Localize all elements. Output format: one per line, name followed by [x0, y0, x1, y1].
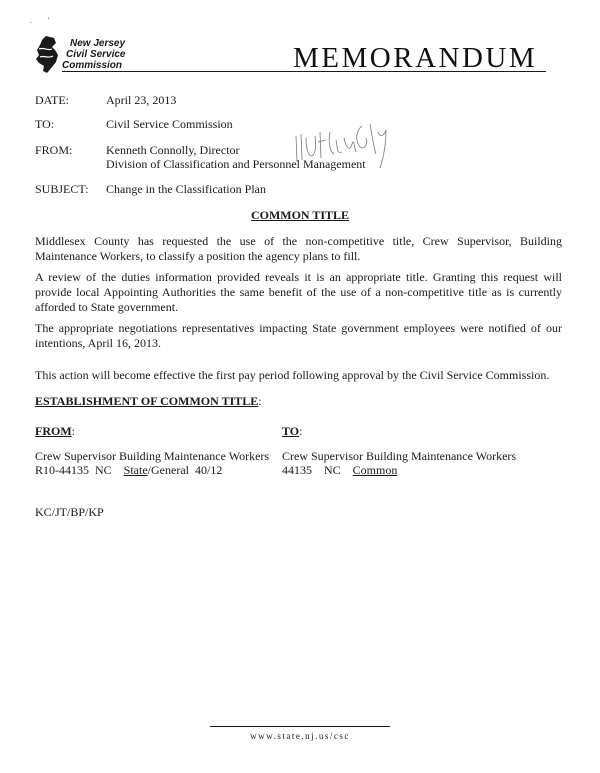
to-class: NC	[324, 463, 341, 477]
date-value: April 23, 2013	[106, 93, 177, 107]
from-class: NC	[95, 463, 112, 477]
to-code-line	[282, 463, 397, 478]
from-name: Kenneth Connolly, Director	[106, 143, 240, 157]
paragraph-review: A review of the duties information provided reveals it is an appropriate title. Granting this request will provide local Appointing Authorities the same benefit of the use of a non-competitive title as is currently afforded to State government.	[35, 270, 562, 314]
to-label: TO:	[35, 117, 55, 131]
footer-url: www.state.nj.us/csc	[250, 731, 350, 741]
section-title: COMMON TITLE	[250, 208, 350, 222]
from-jurisdiction: State	[123, 463, 148, 477]
nj-state-logo-icon	[34, 35, 60, 75]
from-heading-colon: :	[71, 424, 75, 438]
establishment-heading-colon: :	[258, 394, 262, 408]
org-name-line3: Commission	[62, 60, 123, 71]
to-jurisdiction: Common	[352, 463, 398, 477]
date-label: DATE:	[35, 93, 69, 107]
to-heading-text: TO	[282, 424, 300, 438]
to-title: Crew Supervisor Building Maintenance Workers	[282, 449, 517, 463]
subject-value: Change in the Classification Plan	[106, 182, 266, 196]
org-name	[62, 38, 125, 71]
from-code: R10-44135	[35, 463, 89, 477]
org-name-line2: Civil Service	[66, 49, 126, 60]
to-code: 44135	[282, 463, 312, 477]
from-jurisdiction-rest: /General	[147, 463, 189, 477]
signature-icon	[292, 118, 392, 174]
from-column-heading	[35, 424, 75, 439]
to-column-heading	[282, 424, 302, 439]
establishment-heading	[35, 394, 262, 409]
from-title: Crew Supervisor Building Maintenance Workers	[35, 449, 270, 463]
establishment-heading-text: ESTABLISHMENT OF COMMON TITLE	[35, 394, 259, 408]
paragraph-request: Middlesex County has requested the use of the non-competitive title, Crew Supervisor, Building Maintenance Workers, to classify a position the agency plans to fill.	[35, 234, 562, 263]
org-name-line1: New Jersey	[70, 38, 126, 49]
scan-specks: . '	[30, 16, 50, 25]
from-heading-text: FROM	[35, 424, 72, 438]
typist-initials: KC/JT/BP/KP	[35, 505, 104, 519]
paragraph-negotiations: The appropriate negotiations representatives impacting State government employees were notified of our intentions, April 16, 2013.	[35, 321, 562, 350]
from-division: Division of Classification and Personnel Management	[106, 157, 366, 171]
memo-title: MEMORANDUM	[293, 42, 538, 74]
from-code-line	[35, 463, 222, 478]
to-heading-colon: :	[299, 424, 303, 438]
from-label: FROM:	[35, 143, 73, 157]
paragraph-effective: This action will become effective the first pay period following approval by the Civil Service Commission.	[35, 368, 550, 382]
footer-rule	[210, 726, 390, 727]
from-range: 40/12	[194, 463, 223, 477]
to-value: Civil Service Commission	[106, 117, 233, 131]
subject-label: SUBJECT:	[35, 182, 89, 196]
